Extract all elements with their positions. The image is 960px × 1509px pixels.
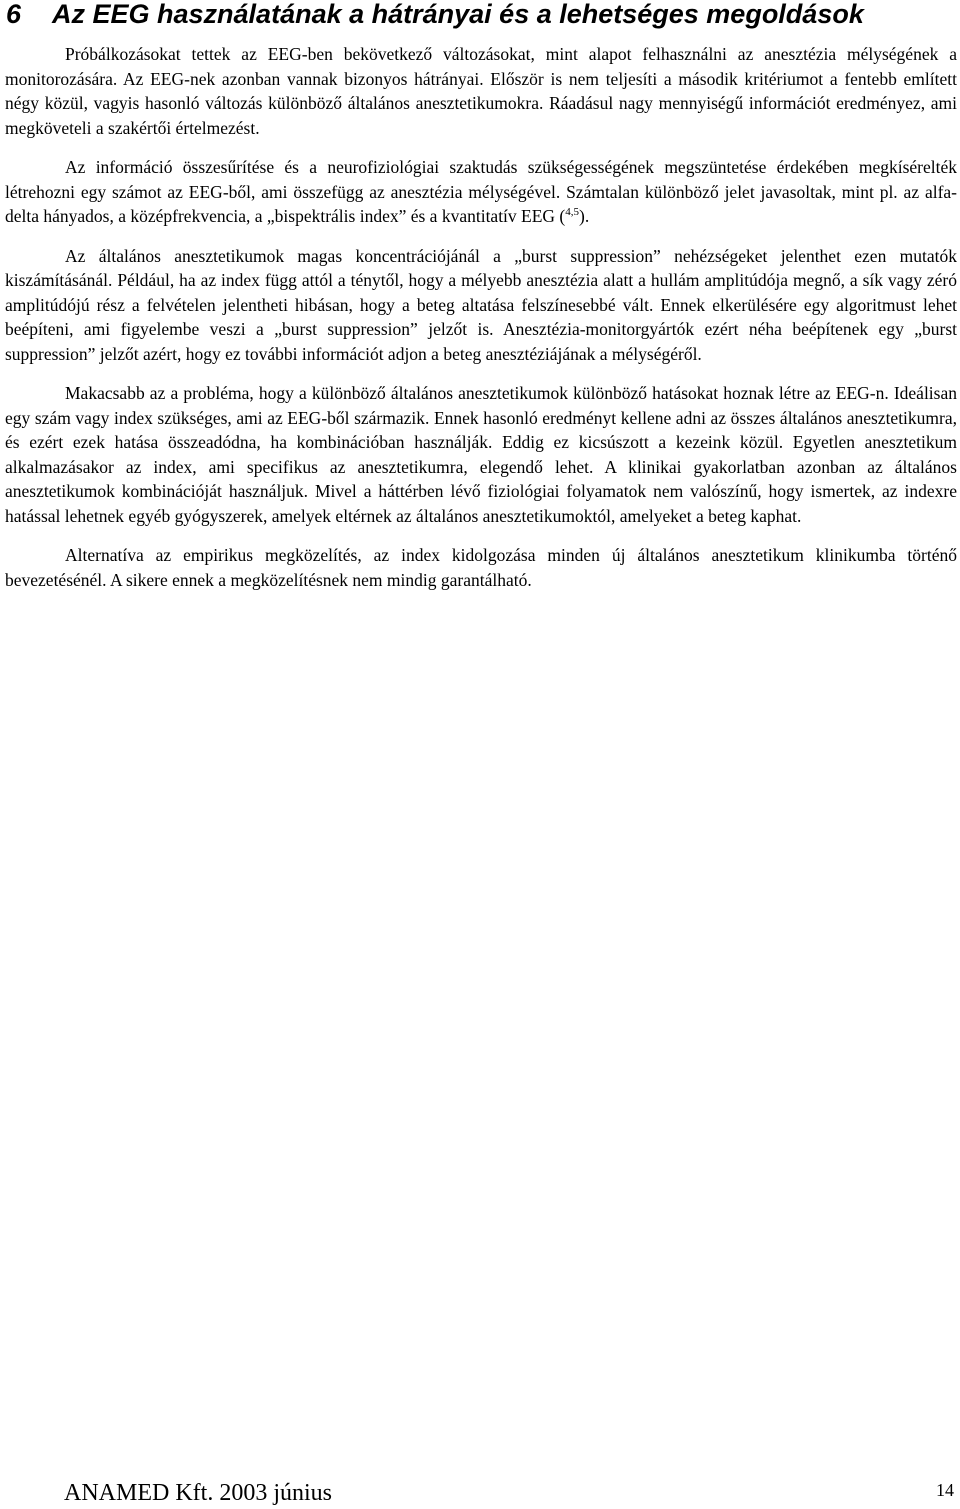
section-title: Az EEG használatának a hátrányai és a lehetséges megoldások xyxy=(52,0,864,29)
paragraph-eeg-index-end: ). xyxy=(579,206,590,226)
footer-company-date: ANAMED Kft. 2003 június xyxy=(64,1480,332,1506)
paragraph-eeg-index xyxy=(5,155,957,229)
page-number: 14 xyxy=(936,1480,954,1500)
paragraph-eeg-index-text: Az információ összesűrítése és a neurofiziológiai szaktudás szükségességének megszüntetése érdekében megkísérelték létrehozni egy számot az EEG-ből, ami összefügg az anesztézia mélységével. Számtalan különböző jelet javasoltak, mint pl. az alfa-delta hányados, a középfrekvencia, a „bispektrális index” és a kvantitatív EEG ( xyxy=(5,157,957,226)
paragraph-burst-suppression: Az általános anesztetikumok magas koncentrációjánál a „burst suppression” nehézségeket jelenthet ezen mutatók kiszámításánál. Például, ha az index függ attól a ténytől, hogy a mélyebb anesztézia alatt a hullám amplitúdója megnő, a sík vagy zéró amplitúdójú rész a felvételen jelentheti hibásan, hogy a beteg altatása felszínesebbé vált. Ennek elkerülésére egy algoritmust lehet beépíteni, ami figyelembe veszi a „burst suppression” jelzőt is. Anesztézia-monitorgyártók ezért néha beépítenek egy „burst suppression” jelzőt azért, hogy ez további információt adjon a beteg anesztéziájának a mélységéről. xyxy=(5,245,957,364)
section-heading xyxy=(6,0,864,30)
paragraph-eeg-drawbacks: Próbálkozásokat tettek az EEG-ben bekövetkező változásokat, mint alapot felhasználni az anesztézia mélységének a monitorozására. Az EEG-nek azonban vannak bizonyos hátrányai. Először is nem teljesíti a második kritériumot a fentebb említett négy közül, vagyis hasonló változás különböző általános anesztetikumokra. Ráadásul nagy mennyiségű információt eredményez, ami megköveteli a szakértői értelmezést. xyxy=(5,44,957,138)
paragraph-anesthetic-differences: Makacsabb az a probléma, hogy a különböző általános anesztetikumok különböző hatásokat hoznak létre az EEG-n. Ideálisan egy szám vagy index szükséges, ami az EEG-ből származik. Ennek hasonló eredményt kellene adni az összes általános anesztetikumra, és ezért ezek hatása összeadódna, ha kombinációban használják. Eddig ez kicsúszott a kezeink közül. Egyetlen anesztetikum alkalmazásakor az index, ami specifikus az anesztetikumra, elegendő lehet. A klinikai gyakorlatban azonban az általános anesztetikumok kombinációját használjuk. Mivel a háttérben lévő fiziológiai folyamatok nem valószínű, hogy ismertek, az indexre hatással lehetnek egyéb gyógyszerek, amelyek eltérnek az általános anesztetikumoktól, amelyeket a beteg kaphat. xyxy=(5,383,957,526)
document-body xyxy=(5,42,957,607)
paragraph-empirical-alternative: Alternatíva az empirikus megközelítés, az index kidolgozása minden új általános anesztetikum klinikumba történő bevezetésénél. A sikere ennek a megközelítésnek nem mindig garantálható. xyxy=(5,545,957,590)
citation-superscript: 4,5 xyxy=(565,206,580,219)
section-number: 6 xyxy=(6,0,22,29)
